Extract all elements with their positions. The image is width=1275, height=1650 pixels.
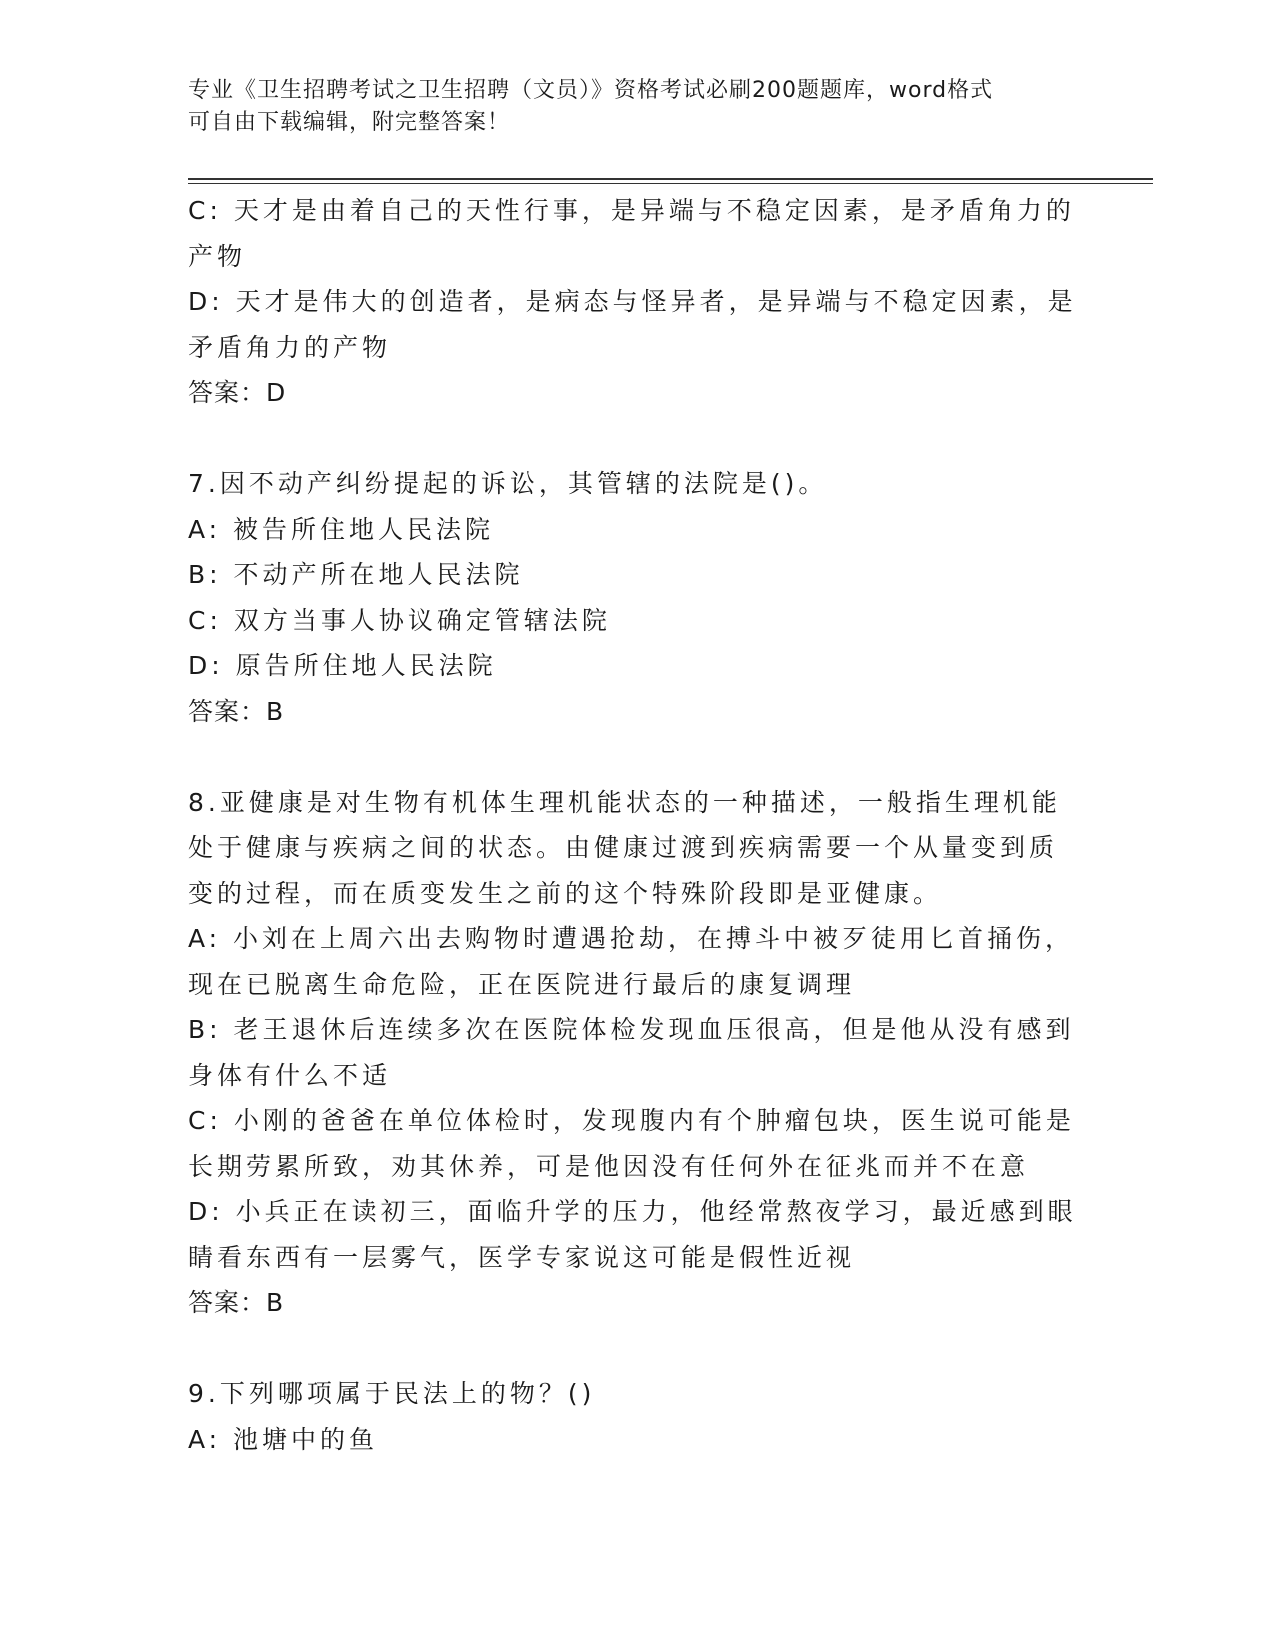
q8-option-b-line2: 身体有什么不适: [188, 1060, 392, 1090]
q8-stem-line2: 处于健康与疾病之间的状态。由健康过渡到疾病需要一个从量变到质: [188, 833, 1059, 862]
q8-option-c-line1: C: 小刚的爸爸在单位体检时，发现腹内有个肿瘤包块，医生说可能是: [188, 1106, 1075, 1135]
q6-option-c-line2: 产物: [188, 241, 247, 271]
q7-answer: 答案：B: [188, 696, 285, 726]
q8-option-d-line1: D: 小兵正在读初三，面临升学的压力，他经常熬夜学习，最近感到眼: [188, 1197, 1077, 1226]
spacer: [188, 1326, 1088, 1372]
header-rule-thin: [188, 183, 1153, 184]
question-8: [188, 780, 1088, 1326]
q7-option-a: A: 被告所住地人民法院: [188, 514, 495, 544]
question-9: [188, 1371, 1088, 1462]
spacer: [188, 416, 1088, 462]
header-rule-thick: [188, 178, 1153, 180]
q6-option-d-line2: 矛盾角力的产物: [188, 332, 392, 362]
q6-answer: 答案：D: [188, 378, 287, 407]
q8-option-c-line2: 长期劳累所致，劝其休养，可是他因没有任何外在征兆而并不在意: [188, 1151, 1030, 1181]
q8-option-d-line2: 睛看东西有一层雾气，医学专家说这可能是假性近视: [188, 1242, 856, 1272]
q7-option-d: D: 原告所住地人民法院: [188, 651, 497, 680]
q8-option-a-line1: A: 小刘在上周六出去购物时遭遇抢劫，在搏斗中被歹徒用匕首捅伤，: [188, 924, 1075, 953]
q9-stem: 9.下列哪项属于民法上的物？(): [188, 1379, 596, 1408]
q8-option-b-line1: B: 老王退休后连续多次在医院体检发现血压很高，但是他从没有感到: [188, 1015, 1075, 1044]
q7-option-b: B: 不动产所在地人民法院: [188, 560, 524, 589]
spacer: [188, 734, 1088, 780]
question-7: [188, 461, 1088, 734]
document-body: [188, 188, 1088, 1462]
q9-option-a: A: 池塘中的鱼: [188, 1424, 379, 1454]
q6-option-d-line1: D: 天才是伟大的创造者，是病态与怪异者，是异端与不稳定因素，是: [188, 287, 1077, 316]
header-title-line1: 专业《卫生招聘考试之卫生招聘（文员）》资格考试必刷200题题库，word格式: [188, 78, 994, 103]
question-6-continued: [188, 188, 1088, 416]
q8-stem-line3: 变的过程，而在质变发生之前的这个特殊阶段即是亚健康。: [188, 878, 943, 908]
document-header: [188, 75, 1068, 139]
q8-stem-line1: 8.亚健康是对生物有机体生理机能状态的一种描述，一般指生理机能: [188, 787, 1061, 817]
q8-option-a-line2: 现在已脱离生命危险，正在医院进行最后的康复调理: [188, 969, 856, 999]
q7-stem: 7.因不动产纠纷提起的诉讼，其管辖的法院是()。: [188, 469, 828, 498]
header-title-line2: 可自由下载编辑，附完整答案！: [188, 110, 511, 135]
q6-option-c-line1: C: 天才是由着自己的天性行事，是异端与不稳定因素，是矛盾角力的: [188, 196, 1075, 225]
q8-answer: 答案：B: [188, 1288, 285, 1317]
q7-option-c: C: 双方当事人协议确定管辖法院: [188, 605, 611, 635]
